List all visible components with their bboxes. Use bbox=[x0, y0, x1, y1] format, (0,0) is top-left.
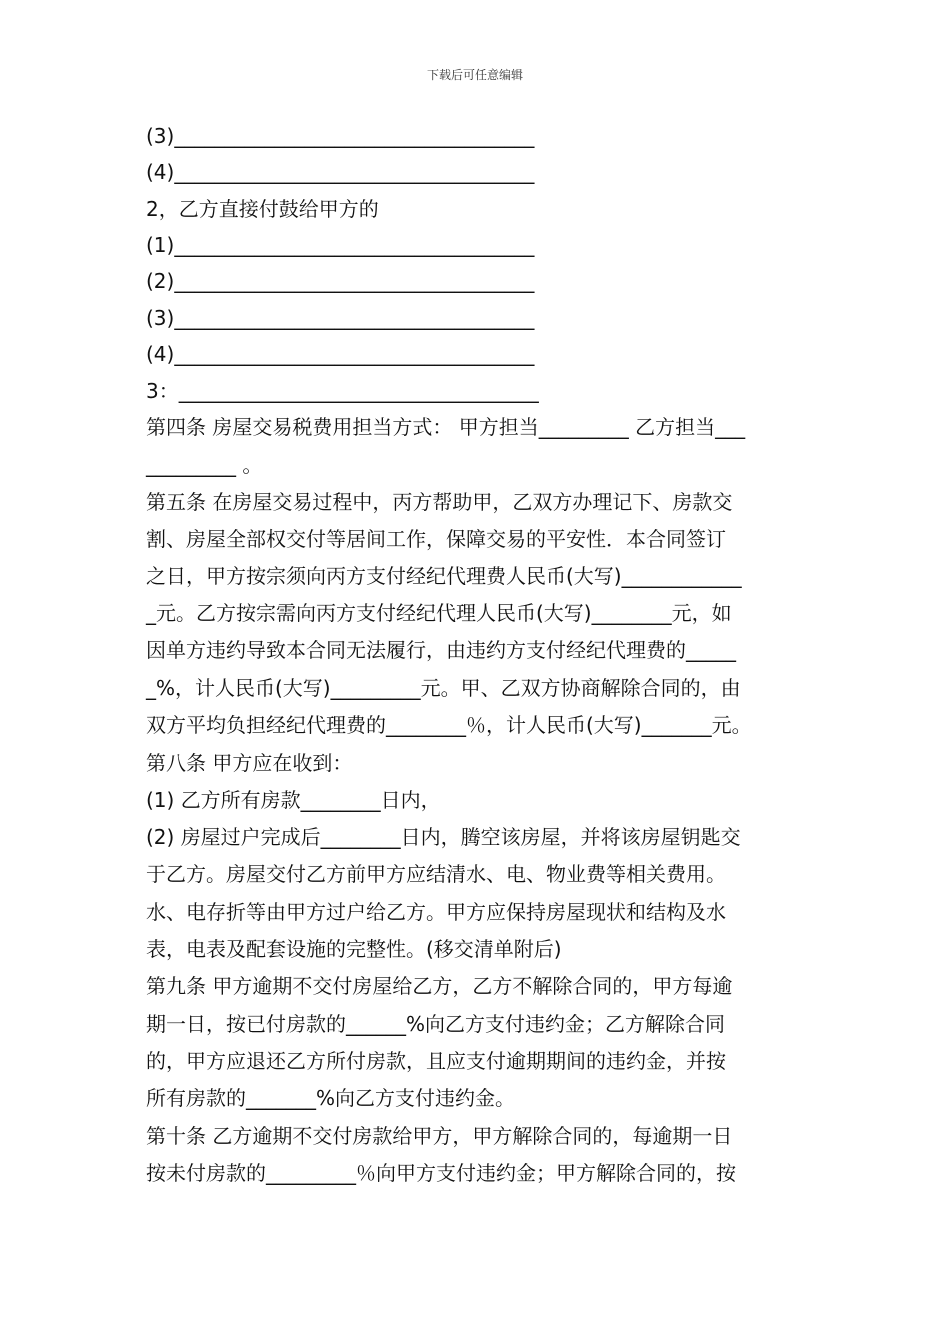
text-line: (2)____________________________________ bbox=[146, 269, 535, 293]
text-line: 3：____________________________________ bbox=[146, 379, 539, 403]
text-line: 水、电存折等由甲方过户给乙方。甲方应保持房屋现状和结构及水 bbox=[146, 900, 726, 924]
text-line: 第十条 乙方逾期不交付房款给甲方，甲方解除合同的，每逾期一日 bbox=[146, 1124, 733, 1148]
text-line: (2) 房屋过户完成后________日内，腾空该房屋，并将该房屋钥匙交 bbox=[146, 825, 741, 849]
text-line: 之日，甲方按宗须向丙方支付经纪代理费人民币(大写)____________ bbox=[146, 564, 742, 588]
text-line: _元。乙方按宗需向丙方支付经纪代理人民币(大写)________元，如 bbox=[146, 601, 732, 625]
text-line: 因单方违约导致本合同无法履行，由违约方支付经纪代理费的_____ bbox=[146, 638, 736, 662]
text-line: 所有房款的_______%向乙方支付违约金。 bbox=[146, 1086, 516, 1110]
text-line: (3)____________________________________ bbox=[146, 306, 535, 330]
text-line: _%，计人民币(大写)_________元。甲、乙双方协商解除合同的，由 bbox=[146, 676, 741, 700]
text-line: 第四条 房屋交易税费用担当方式： 甲方担当_________ 乙方担当___ bbox=[146, 415, 746, 439]
text-line: 双方平均负担经纪代理费的________％，计人民币(大写)_______元。 bbox=[146, 713, 752, 737]
text-line: (4)____________________________________ bbox=[146, 160, 535, 184]
text-line: 于乙方。房屋交付乙方前甲方应结清水、电、物业费等相关费用。 bbox=[146, 862, 726, 886]
text-line: 2，乙方直接付鼓给甲方的 bbox=[146, 197, 379, 221]
text-line: 的，甲方应退还乙方所付房款，且应支付逾期期间的违约金，并按 bbox=[146, 1049, 726, 1073]
page-header: 下载后可任意编辑 bbox=[426, 68, 523, 82]
text-line: 表，电表及配套设施的完整性。(移交清单附后) bbox=[146, 937, 562, 961]
text-line: 割、房屋全部权交付等居间工作，保障交易的平安性．本合同签订 bbox=[146, 527, 726, 551]
text-line: (1)____________________________________ bbox=[146, 233, 535, 257]
text-line: 第八条 甲方应在收到： bbox=[146, 751, 353, 775]
text-line: 第五条 在房屋交易过程中，丙方帮助甲，乙双方办理记下、房款交 bbox=[146, 490, 733, 514]
text-line: _________ 。 bbox=[146, 453, 263, 477]
text-line: 第九条 甲方逾期不交付房屋给乙方，乙方不解除合同的，甲方每逾 bbox=[146, 974, 733, 998]
text-line: (3)____________________________________ bbox=[146, 124, 535, 148]
text-line: 按未付房款的_________％向甲方支付违约金；甲方解除合同的，按 bbox=[146, 1161, 736, 1185]
text-line: (1) 乙方所有房款________日内， bbox=[146, 788, 441, 812]
text-line: 期一日，按已付房款的______%向乙方支付违约金；乙方解除合同 bbox=[146, 1012, 726, 1036]
text-line: (4)____________________________________ bbox=[146, 342, 535, 366]
